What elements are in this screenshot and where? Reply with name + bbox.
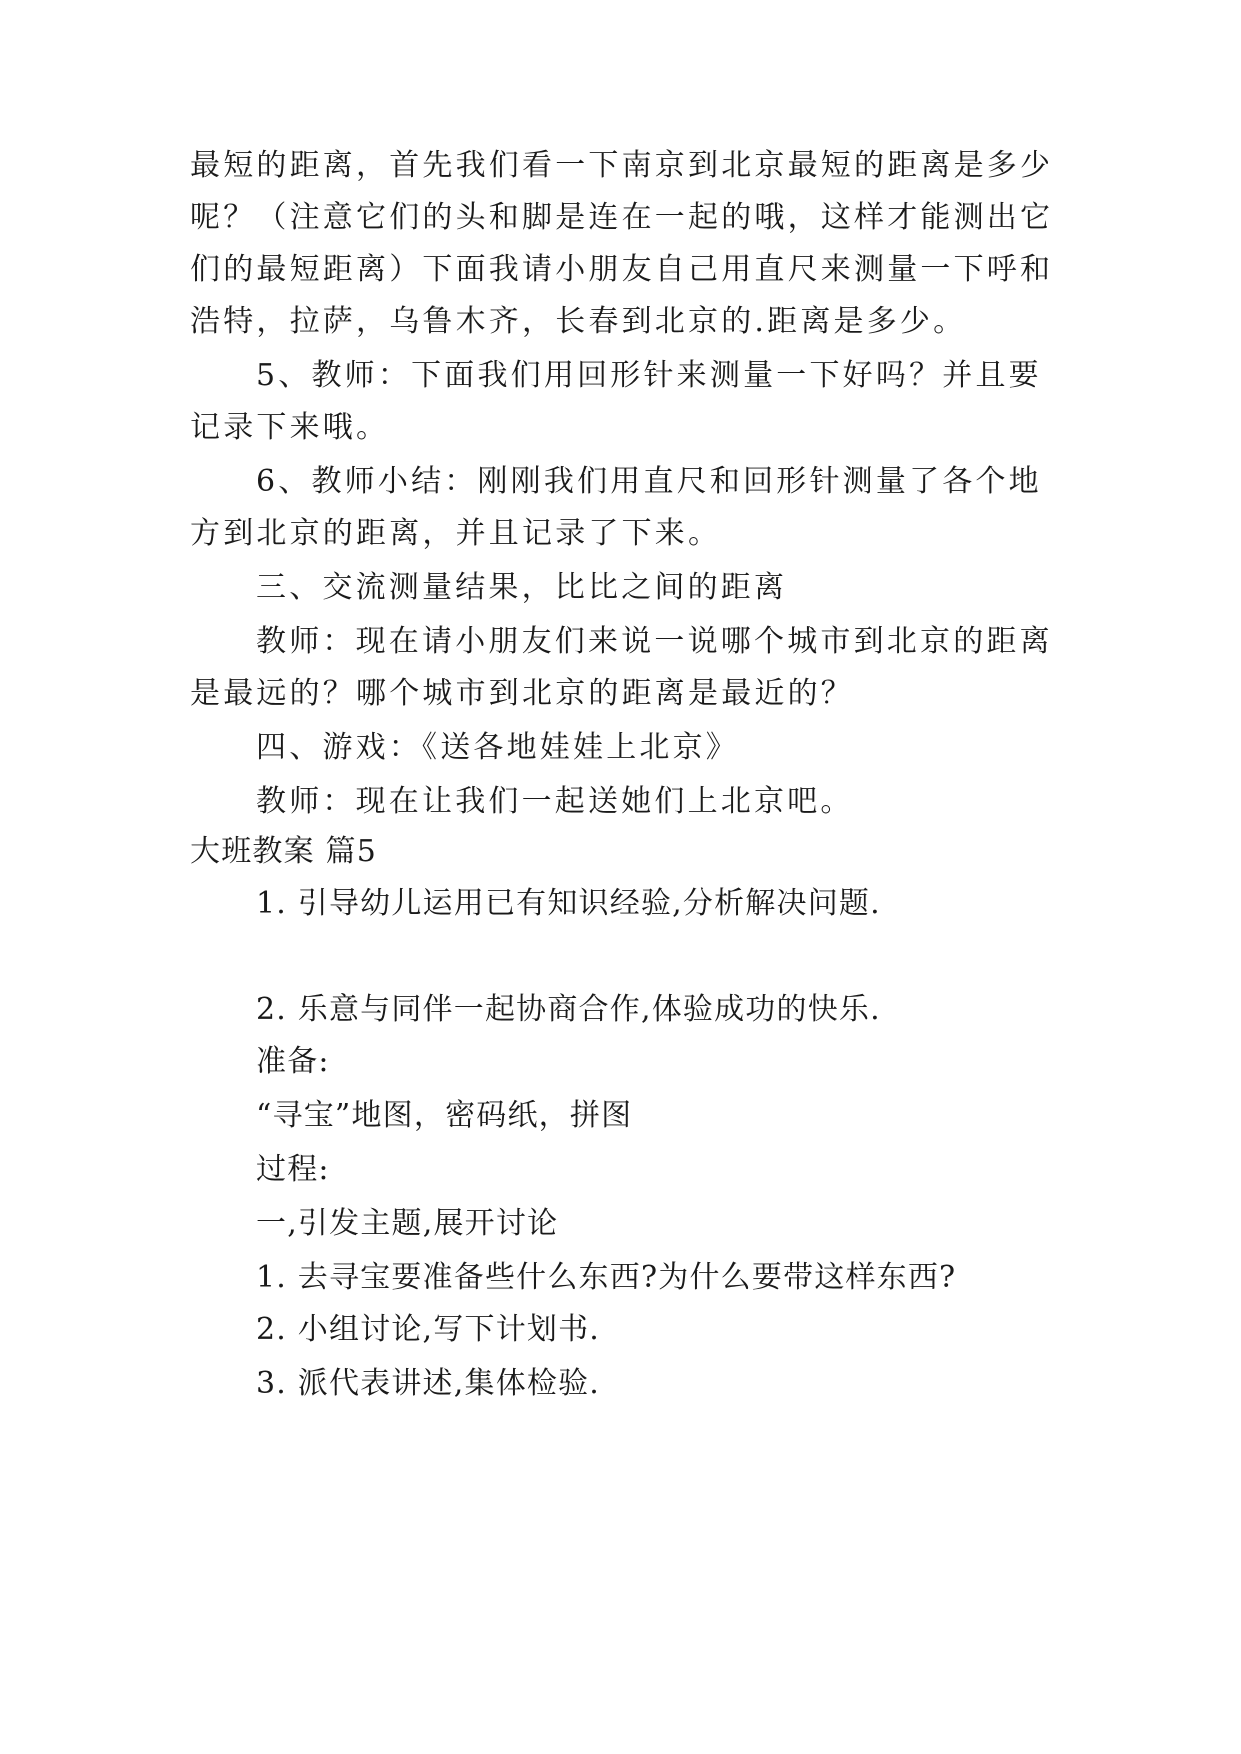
body-text-line: 们的最短距离）下面我请小朋友自己用直尺来测量一下呼和 (190, 252, 1054, 287)
body-text-line: 呢？（注意它们的头和脚是连在一起的哦，这样才能测出它 (190, 200, 1054, 235)
section-title: 大班教案 篇5 (190, 834, 378, 869)
section-heading: 四、游戏：《送各地娃娃上北京》 (256, 730, 739, 765)
step-item: 3. 派代表讲述,集体检验. (256, 1366, 601, 1401)
body-text-line: 是最远的？哪个城市到北京的距离是最近的？ (190, 676, 854, 711)
step-item: 1. 去寻宝要准备些什么东西?为什么要带这样东西? (256, 1260, 957, 1295)
goal-item: 1. 引导幼儿运用已有知识经验,分析解决问题. (256, 886, 881, 921)
step-item: 2. 小组讨论,写下计划书. (256, 1312, 601, 1347)
step-heading: 一,引发主题,展开讨论 (256, 1206, 559, 1241)
body-text-line: 教师：现在让我们一起送她们上北京吧。 (256, 784, 854, 819)
body-text-line: 最短的距离，首先我们看一下南京到北京最短的距离是多少 (190, 148, 1054, 183)
process-label: 过程: (256, 1152, 330, 1187)
goal-item: 2. 乐意与同伴一起协商合作,体验成功的快乐. (256, 992, 881, 1027)
body-text-line: 记录下来哦。 (190, 410, 390, 445)
body-text-line: 5、教师：下面我们用回形针来测量一下好吗？并且要 (256, 358, 1042, 393)
prep-items: “寻宝”地图，密码纸，拼图 (256, 1098, 633, 1133)
body-text-line: 6、教师小结：刚刚我们用直尺和回形针测量了各个地 (256, 464, 1042, 499)
prep-label: 准备: (256, 1044, 330, 1079)
body-text-line: 方到北京的距离，并且记录了下来。 (190, 516, 722, 551)
body-text-line: 浩特，拉萨，乌鲁木齐，长春到北京的.距离是多少。 (190, 304, 967, 339)
section-heading: 三、交流测量结果，比比之间的距离 (256, 570, 788, 605)
body-text-line: 教师：现在请小朋友们来说一说哪个城市到北京的距离 (256, 624, 1053, 659)
